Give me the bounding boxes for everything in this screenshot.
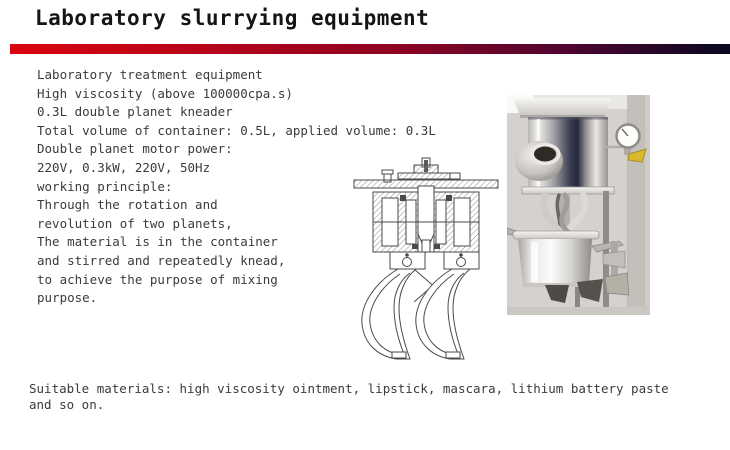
spec-line: 220V, 0.3kW, 220V, 50Hz bbox=[37, 159, 211, 175]
kneader-cross-section-drawing bbox=[352, 156, 500, 362]
drawing-top-flange bbox=[382, 158, 460, 182]
spec-line: revolution of two planets, bbox=[37, 215, 233, 231]
drawing-left-blade bbox=[362, 269, 416, 359]
footer-block bbox=[29, 381, 669, 413]
spec-line: The material is in the container bbox=[37, 234, 278, 250]
spec-line: Double planet motor power: bbox=[37, 141, 233, 157]
drawing-blade-hubs bbox=[390, 252, 479, 269]
spec-line: High viscosity (above 100000cpa.s) bbox=[37, 85, 293, 101]
drawing-right-blade bbox=[416, 269, 470, 359]
drawing-gearbox bbox=[373, 186, 479, 252]
spec-line: Total volume of container: 0.5L, applied volume: 0.3L bbox=[37, 122, 436, 138]
footer-line: Suitable materials: high viscosity ointment, lipstick, mascara, lithium battery paste bbox=[29, 381, 669, 396]
spec-line: working principle: bbox=[37, 178, 173, 194]
page-title: Laboratory slurrying equipment bbox=[35, 6, 430, 30]
spec-line: Through the rotation and bbox=[37, 197, 218, 213]
photo-side-port bbox=[515, 141, 563, 181]
spec-line: to achieve the purpose of mixing bbox=[37, 271, 278, 287]
footer-line: and so on. bbox=[29, 397, 105, 412]
spec-line: Laboratory treatment equipment bbox=[37, 67, 263, 82]
mixer-photo bbox=[507, 95, 650, 315]
photo-top-flange bbox=[513, 98, 611, 116]
spec-line: 0.3L double planet kneader bbox=[37, 104, 233, 120]
accent-bar bbox=[10, 44, 730, 54]
spec-line: purpose. bbox=[37, 290, 98, 306]
photo-drum-flange bbox=[522, 187, 614, 194]
spec-line: and stirred and repeatedly knead, bbox=[37, 252, 286, 268]
